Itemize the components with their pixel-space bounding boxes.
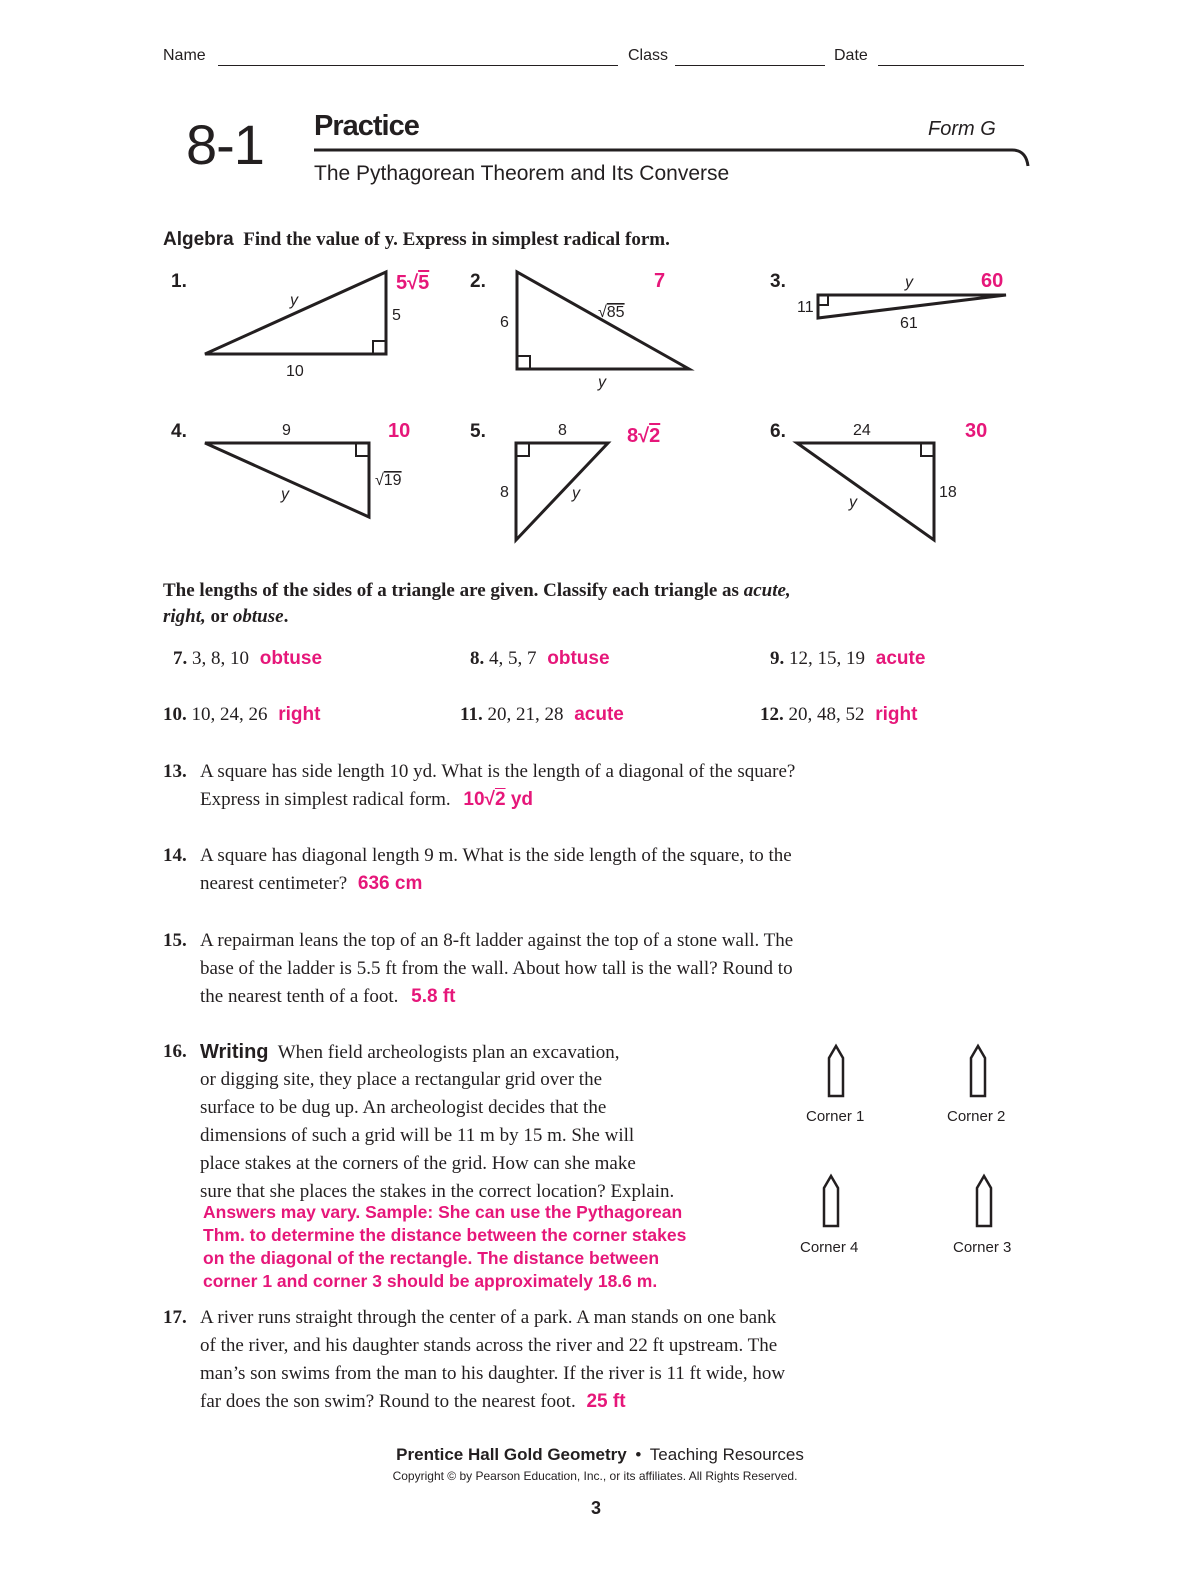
corner-3-label: Corner 3 — [953, 1239, 1012, 1256]
form-label: Form G — [928, 118, 996, 140]
tri3-label-b: 11 — [797, 299, 814, 316]
corner-2-label: Corner 2 — [947, 1108, 1006, 1125]
stakes-figure — [790, 1040, 1050, 1260]
tri6-label-c: y — [849, 494, 857, 511]
lesson-number: 8-1 — [186, 113, 264, 176]
q16-line: place stakes at the corners of the grid. How can she make — [200, 1153, 636, 1174]
triangle-figures — [0, 0, 1200, 560]
right-angle-mark — [517, 356, 530, 369]
q13-number: 13. — [163, 761, 187, 782]
tri4-label-c: y — [281, 486, 289, 503]
q17-answer: 25 ft — [586, 1391, 626, 1412]
tri5-label-c: y — [572, 485, 580, 502]
classify-item-12: 12. 20, 48, 52 right — [760, 704, 918, 725]
q13-answer: 10√2 yd — [463, 789, 533, 810]
classify-item-10: 10. 10, 24, 26 right — [163, 704, 321, 725]
date-label: Date — [834, 47, 868, 64]
tri2-label-c: y — [598, 374, 606, 391]
right-angle-mark — [373, 341, 386, 354]
answer-6: 30 — [965, 420, 988, 442]
q14-number: 14. — [163, 845, 187, 866]
q16-line0: Writing When field archeologists plan an excavation, — [200, 1041, 620, 1063]
q15-number: 15. — [163, 930, 187, 951]
tri2-radicand: 85 — [606, 304, 625, 321]
answer-1: 5√5 — [396, 272, 430, 294]
tri4-label-a: 9 — [282, 422, 291, 439]
tri3-label-c: 61 — [900, 315, 918, 332]
q15-answer: 5.8 ft — [411, 986, 456, 1007]
tri2-label-a: 6 — [500, 314, 509, 331]
classify-item-7: 7. 3, 8, 10 obtuse — [173, 648, 323, 669]
q14-line1: A square has diagonal length 9 m. What is the side length of the square, to the — [200, 845, 792, 866]
q16-line: or digging site, they place a rectangular grid over the — [200, 1069, 603, 1090]
class-label: Class — [628, 47, 669, 64]
q14-line2: nearest centimeter? 636 cm — [200, 873, 423, 894]
answer-2: 7 — [654, 270, 666, 292]
section2-instruction: The lengths of the sides of a triangle are given. Classify each triangle as acute, right, or obtuse. — [163, 580, 791, 627]
problem-number: 3. — [770, 271, 786, 292]
q16-line: dimensions of such a grid will be 11 m by 15 m. She will — [200, 1125, 635, 1146]
problem-number: 6. — [770, 421, 786, 442]
problem-number: 1. — [171, 271, 187, 292]
q16-number: 16. — [163, 1041, 187, 1062]
tri2-label-b: √85 — [598, 304, 625, 321]
q16-line: sure that she places the stakes in the correct location? Explain. — [200, 1181, 675, 1202]
triangle-4 — [205, 443, 369, 517]
right-angle-mark — [356, 443, 369, 456]
stake-corner-1 — [829, 1046, 843, 1096]
answer-4: 10 — [388, 420, 411, 442]
tri3-label-a: y — [905, 274, 913, 291]
answer-5: 8√2 — [627, 425, 661, 447]
tri1-label-c: 10 — [286, 363, 304, 380]
algebra-label: Algebra — [163, 229, 234, 250]
problem-number: 4. — [171, 421, 187, 442]
tri5-label-a: 8 — [558, 422, 567, 439]
problem-number: 2. — [470, 271, 486, 292]
footer-book: Prentice Hall Gold Geometry • Teaching Resources — [396, 1445, 804, 1464]
name-label: Name — [163, 47, 206, 64]
tri1-label-a: y — [290, 292, 298, 309]
stake-corner-4 — [824, 1176, 838, 1226]
triangle-6 — [797, 443, 934, 540]
subtitle: The Pythagorean Theorem and Its Converse — [314, 162, 730, 185]
q14-answer: 636 cm — [357, 873, 423, 894]
q16-line: surface to be dug up. An archeologist decides that the — [200, 1097, 607, 1118]
footer-copyright: Copyright © by Pearson Education, Inc., or its affiliates. All Rights Reserved. — [392, 1469, 798, 1483]
tri6-label-a: 24 — [853, 422, 871, 439]
tri5-label-b: 8 — [500, 484, 509, 501]
classify-item-9: 9. 12, 15, 19 acute — [770, 648, 926, 669]
problem-number: 5. — [470, 421, 486, 442]
triangle-1 — [205, 272, 386, 354]
corner-1-label: Corner 1 — [806, 1108, 865, 1125]
tri6-label-b: 18 — [939, 484, 957, 501]
tri4-radicand: 19 — [383, 472, 402, 489]
classify-item-8: 8. 4, 5, 7 obtuse — [470, 648, 610, 669]
section1-text: Find the value of y. Express in simplest radical form. — [243, 229, 670, 250]
tri4-label-b: √19 — [375, 472, 402, 489]
right-angle-mark — [921, 443, 934, 456]
q15-line1: A repairman leans the top of an 8-ft ladder against the top of a stone wall. The — [200, 930, 794, 951]
q17-line-last: far does the son swim? Round to the nearest foot. 25 ft — [200, 1391, 626, 1412]
q17-line: A river runs straight through the center of a park. A man stands on one bank — [200, 1307, 777, 1328]
q17-line: man’s son swims from the man to his daughter. If the river is 11 ft wide, how — [200, 1363, 786, 1384]
triangle-5 — [516, 443, 608, 540]
answer-3: 60 — [981, 270, 1004, 292]
q15-line3: the nearest tenth of a foot. 5.8 ft — [200, 986, 456, 1007]
q15-line2: base of the ladder is 5.5 ft from the wall. About how tall is the wall? Round to — [200, 958, 793, 979]
classify-item-11: 11. 20, 21, 28 acute — [460, 704, 624, 725]
stake-corner-3 — [977, 1176, 991, 1226]
corner-4-label: Corner 4 — [800, 1239, 859, 1256]
right-angle-mark — [516, 443, 529, 456]
writing-label: Writing — [200, 1041, 269, 1063]
q13-line2: Express in simplest radical form. 10√2 yd — [200, 789, 533, 810]
q17-number: 17. — [163, 1307, 187, 1328]
page-number: 3 — [590, 1498, 601, 1518]
tri1-label-b: 5 — [392, 307, 401, 324]
q16-answer: Answers may vary. Sample: She can use the Pythagorean Thm. to determine the distance between the corner stakes on the diagonal of the rectangle. The distance between corner 1 and corner 3 should be approximately 18.6 m. — [203, 1202, 687, 1291]
practice-title: Practice — [314, 110, 419, 142]
q13-line1: A square has side length 10 yd. What is the length of a diagonal of the square? — [200, 761, 796, 782]
stake-corner-2 — [971, 1046, 985, 1096]
q17-line: of the river, and his daughter stands across the river and 22 ft upstream. The — [200, 1335, 778, 1356]
